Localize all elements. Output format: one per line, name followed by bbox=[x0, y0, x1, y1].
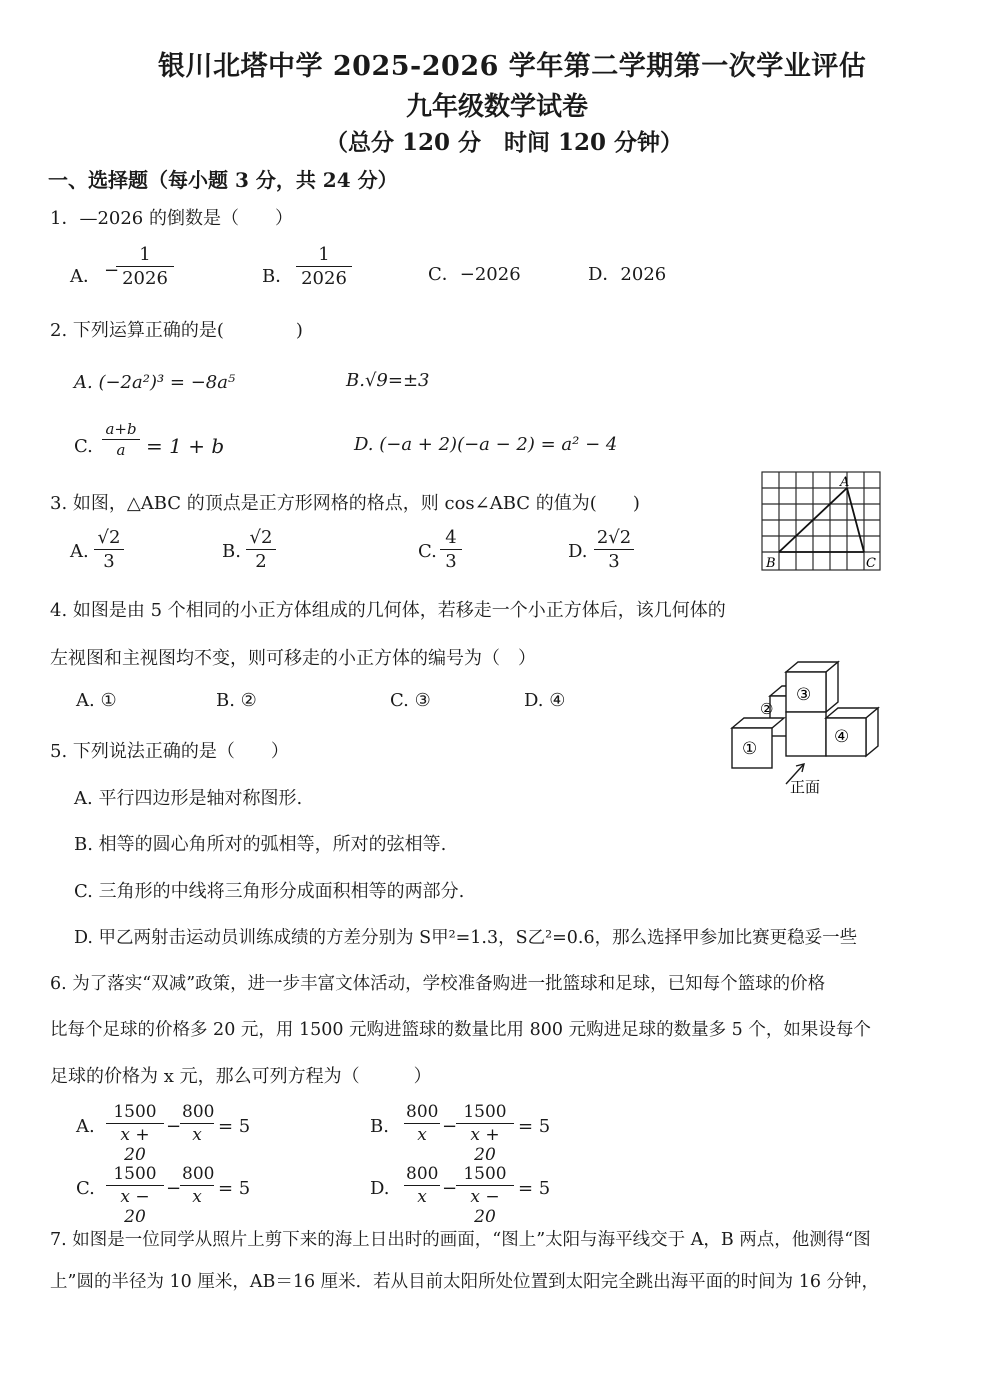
q6-a-frac1 bbox=[106, 1102, 164, 1165]
q6-a-d1: x + 20 bbox=[120, 1125, 150, 1165]
q2-c-den: a bbox=[116, 441, 126, 459]
q1-b-fraction bbox=[296, 244, 352, 289]
q1-a-sign: − bbox=[104, 260, 120, 281]
exam-title: 银川北塔中学 2025-2026 学年第二学期第一次学业评估 bbox=[158, 51, 867, 82]
q1-a-fraction bbox=[116, 244, 174, 289]
q5-option-c[interactable]: C. 三角形的中线将三角形分成面积相等的两部分. bbox=[74, 881, 465, 902]
q6-a-n1: 1500 bbox=[113, 1102, 157, 1122]
q6-a-eq: = 5 bbox=[218, 1116, 251, 1137]
q6-d-frac1 bbox=[404, 1164, 440, 1207]
q6-d-n1: 800 bbox=[406, 1164, 439, 1184]
q6-d-eq: = 5 bbox=[518, 1178, 551, 1199]
q6-d-d2: x − 20 bbox=[470, 1187, 500, 1227]
q4-fig-label-2: ② bbox=[760, 700, 774, 718]
score-time-info: （总分 120 分 时间 120 分钟） bbox=[325, 129, 684, 156]
q6-a-minus: − bbox=[166, 1116, 182, 1137]
q3-b-label: B. bbox=[222, 541, 241, 562]
q3-c-num: 4 bbox=[445, 527, 457, 548]
q1-stem: 1．—2026 的倒数是（ ） bbox=[50, 208, 293, 229]
q7-stem-line1: 7. 如图是一位同学从照片上剪下来的海上日出时的画面，“图上”太阳与海平线交于 A，B 两点，他测得“图 bbox=[50, 1230, 871, 1250]
q3-grid-lines bbox=[762, 472, 880, 570]
q6-b-d1: x bbox=[417, 1125, 427, 1145]
q1-b-den: 2026 bbox=[301, 268, 347, 289]
q2-c-rest: = 1 + b bbox=[146, 434, 225, 458]
q6-b-eq: = 5 bbox=[518, 1116, 551, 1137]
q4-fig-label-1: ① bbox=[742, 739, 758, 759]
q1-a-label: A． bbox=[70, 266, 101, 287]
q3-stem: 3. 如图，△ABC 的顶点是正方形网格的格点，则 cos∠ABC 的值为( ) bbox=[50, 493, 640, 514]
q6-c-eq: = 5 bbox=[218, 1178, 251, 1199]
q6-b-label: B. bbox=[370, 1116, 389, 1137]
q1-option-c[interactable]: C．−2026 bbox=[428, 264, 521, 285]
q3-a-fraction bbox=[94, 527, 124, 572]
q5-option-a[interactable]: A. 平行四边形是轴对称图形. bbox=[74, 788, 303, 809]
q3-b-fraction bbox=[246, 527, 276, 572]
q2-c-num: a+b bbox=[105, 420, 137, 438]
q6-a-d2: x bbox=[192, 1125, 202, 1145]
q6-stem-line2: 比每个足球的价格多 20 元，用 1500 元购进篮球的数量比用 800 元购进足球的数量多 5 个，如果设每个 bbox=[50, 1020, 871, 1040]
q6-c-d2: x bbox=[192, 1187, 202, 1207]
q2-c-fraction bbox=[102, 420, 140, 459]
q3-d-label: D. bbox=[568, 541, 588, 562]
exam-subtitle: 九年级数学试卷 bbox=[406, 92, 589, 122]
q4-option-a[interactable]: A. ① bbox=[76, 690, 117, 711]
q3-label-b: B bbox=[766, 556, 776, 571]
q4-cubes-figure bbox=[726, 656, 896, 802]
q6-b-frac2 bbox=[456, 1102, 514, 1165]
q2-option-d[interactable]: D. (−a + 2)(−a − 2) = a² − 4 bbox=[354, 434, 618, 455]
q6-b-minus: − bbox=[442, 1116, 458, 1137]
q3-label-c: C bbox=[866, 556, 876, 571]
q2-option-b[interactable]: B.√9=±3 bbox=[346, 370, 430, 391]
q6-b-d2: x + 20 bbox=[470, 1125, 500, 1165]
q6-d-frac2 bbox=[456, 1164, 514, 1227]
q1-option-d[interactable]: D．2026 bbox=[588, 264, 667, 285]
q3-b-num: √2 bbox=[249, 527, 273, 548]
q6-c-label: C. bbox=[76, 1178, 95, 1199]
q6-c-n1: 1500 bbox=[113, 1164, 157, 1184]
q1-b-num: 1 bbox=[318, 244, 330, 265]
q3-a-label: A. bbox=[70, 541, 89, 562]
q2-stem: 2. 下列运算正确的是( ) bbox=[50, 320, 303, 341]
q3-c-den: 3 bbox=[445, 551, 457, 572]
q6-a-n2: 800 bbox=[182, 1102, 215, 1122]
q6-d-d1: x bbox=[417, 1187, 427, 1207]
q6-c-frac2 bbox=[180, 1164, 214, 1207]
q3-a-num: √2 bbox=[97, 527, 121, 548]
q4-option-b[interactable]: B. ② bbox=[216, 690, 257, 711]
q3-grid-figure bbox=[760, 470, 884, 574]
q4-fig-front: 正面 bbox=[790, 778, 821, 796]
q3-d-den: 3 bbox=[608, 551, 620, 572]
section-heading-choice: 一、选择题（每小题 3 分，共 24 分） bbox=[48, 168, 398, 192]
q6-a-label: A. bbox=[76, 1116, 95, 1137]
q4-option-d[interactable]: D. ④ bbox=[524, 690, 566, 711]
q6-d-label: D. bbox=[370, 1178, 390, 1199]
q6-b-n1: 800 bbox=[406, 1102, 439, 1122]
q2-option-a[interactable]: A. (−2a²)³ = −8a⁵ bbox=[74, 372, 236, 393]
q4-stem-line1: 4. 如图是由 5 个相同的小正方体组成的几何体，若移走一个小正方体后，该几何体的 bbox=[50, 600, 726, 621]
q1-a-den: 2026 bbox=[122, 268, 168, 289]
q4-option-c[interactable]: C. ③ bbox=[390, 690, 431, 711]
q6-d-n2: 1500 bbox=[463, 1164, 507, 1184]
q3-d-num: 2√2 bbox=[596, 527, 632, 548]
q3-c-label: C. bbox=[418, 541, 437, 562]
q5-option-b[interactable]: B. 相等的圆心角所对的弧相等，所对的弦相等. bbox=[74, 834, 447, 855]
q6-c-minus: − bbox=[166, 1178, 182, 1199]
q3-b-den: 2 bbox=[255, 551, 267, 572]
q3-c-fraction bbox=[440, 527, 462, 572]
q3-a-den: 3 bbox=[103, 551, 115, 572]
q6-a-frac2 bbox=[180, 1102, 214, 1145]
q4-stem-line2: 左视图和主视图均不变，则可移走的小正方体的编号为（ ） bbox=[50, 648, 536, 669]
q1-b-label: B． bbox=[262, 266, 294, 287]
q6-b-frac1 bbox=[404, 1102, 440, 1145]
q3-d-fraction bbox=[594, 527, 634, 572]
q5-stem: 5. 下列说法正确的是（ ） bbox=[50, 741, 289, 762]
q4-fig-label-4: ④ bbox=[834, 727, 850, 747]
q2-c-label: C. bbox=[74, 436, 93, 457]
q3-label-a: A bbox=[840, 475, 850, 490]
q6-d-minus: − bbox=[442, 1178, 458, 1199]
q1-a-num: 1 bbox=[139, 244, 151, 265]
q6-stem-line3: 足球的价格为 x 元，那么可列方程为（ ） bbox=[50, 1066, 432, 1087]
q5-option-d[interactable]: D. 甲乙两射击运动员训练成绩的方差分别为 S甲²=1.3，S乙²=0.6，那么选择甲参加比赛更稳妥一些 bbox=[74, 928, 858, 948]
q7-stem-line2: 上”圆的半径为 10 厘米，AB＝16 厘米．若从目前太阳所处位置到太阳完全跳出海平面的时间为 16 分钟， bbox=[50, 1272, 880, 1292]
q6-c-frac1 bbox=[106, 1164, 164, 1227]
q6-stem-line1: 6. 为了落实“双减”政策，进一步丰富文体活动，学校准备购进一批篮球和足球，已知每个篮球的价格 bbox=[50, 974, 826, 994]
q6-c-d1: x − 20 bbox=[120, 1187, 150, 1227]
q4-fig-label-3: ③ bbox=[796, 685, 812, 705]
q6-b-n2: 1500 bbox=[463, 1102, 507, 1122]
q6-c-n2: 800 bbox=[182, 1164, 215, 1184]
